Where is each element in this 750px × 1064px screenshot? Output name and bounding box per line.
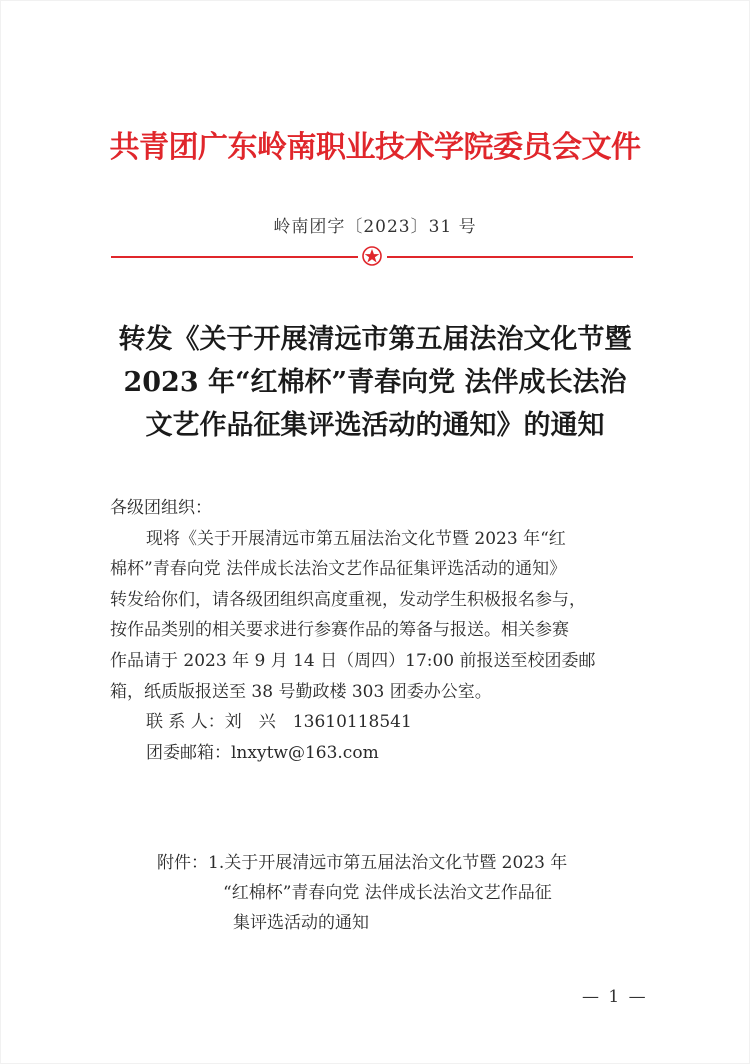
title-line-1: 转发《关于开展清远市第五届法治文化节暨 xyxy=(118,324,632,355)
salutation: 各级团组织： xyxy=(110,498,212,518)
paragraph-line-3: 转发给你们，请各级团组织高度重视，发动学生积极报名参与， xyxy=(110,589,586,610)
notice-body xyxy=(110,493,650,768)
document-number: 岭南团字〔2023〕31 号 xyxy=(273,217,477,237)
attachment-line-3: 集评选活动的通知 xyxy=(233,913,369,933)
document-title xyxy=(0,318,750,447)
red-divider xyxy=(111,246,633,268)
star-icon xyxy=(362,246,382,266)
attachment-section xyxy=(157,848,567,938)
divider-line-left xyxy=(111,256,358,258)
attachment-line-1: 附件：1.关于开展清远市第五届法治文化节暨 2023 年 xyxy=(157,853,568,873)
attachment-line-2: “红棉杯”青春向党 法伴成长法治文艺作品征 xyxy=(223,883,552,903)
contact-line: 联 系 人：刘 兴 13610118541 xyxy=(146,712,412,733)
page-number: — 1 — xyxy=(582,987,648,1007)
organization-header-title: 共青团广东岭南职业技术学院委员会文件 xyxy=(109,130,641,165)
title-line-3: 文艺作品征集评选活动的通知》的通知 xyxy=(145,410,605,441)
paragraph-line-6: 箱，纸质版报送至 38 号勤政楼 303 团委办公室。 xyxy=(110,681,492,702)
paragraph-line-2: 棉杯”青春向党 法伴成长法治文艺作品征集评选活动的通知》 xyxy=(110,559,567,580)
paragraph-line-1: 现将《关于开展清远市第五届法治文化节暨 2023 年“红 xyxy=(146,528,566,549)
divider-line-right xyxy=(387,256,633,258)
email-line: 团委邮箱：lnxytw@163.com xyxy=(146,742,379,763)
title-line-2: 2023 年“红棉杯”青春向党 法伴成长法治 xyxy=(123,367,627,398)
paragraph-line-4: 按作品类别的相关要求进行参赛作品的筹备与报送。相关参赛 xyxy=(110,620,569,641)
paragraph-line-5: 作品请于 2023 年 9 月 14 日（周四）17:00 前报送至校团委邮 xyxy=(110,650,596,671)
